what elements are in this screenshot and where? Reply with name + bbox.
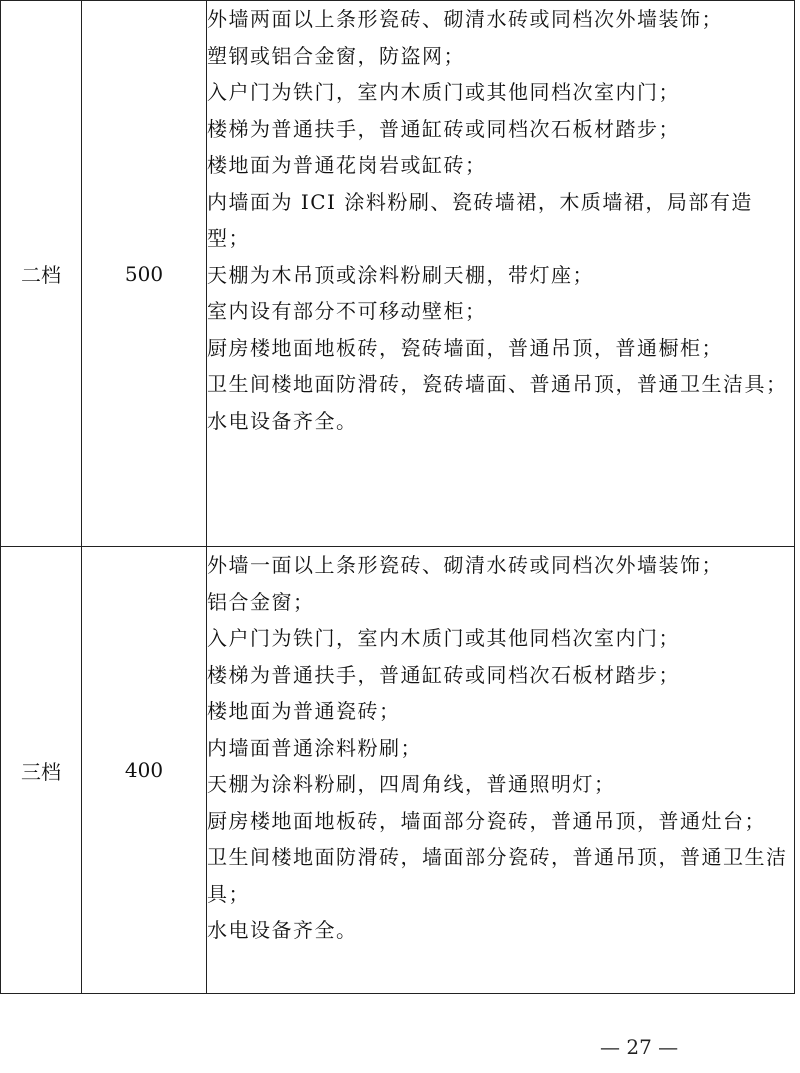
description-line: 水电设备齐全。 xyxy=(207,408,358,433)
description-line: 塑钢或铝合金窗，防盗网； xyxy=(207,43,465,68)
description-line: 天棚为木吊顶或涂料粉刷天棚，带灯座； xyxy=(207,262,594,287)
description-line: 入户门为铁门，室内木质门或其他同档次室内门； xyxy=(207,626,680,650)
description-line: 厨房楼地面地板砖，墙面部分瓷砖，普通吊顶，普通灶台； xyxy=(207,808,766,833)
description-line: 楼地面为普通花岗岩或缸砖； xyxy=(207,153,487,177)
grade-cell: 三档 xyxy=(1,547,82,994)
price-cell: 500 xyxy=(82,1,207,547)
table-row xyxy=(1,547,795,994)
description-line: 楼地面为普通瓷砖； xyxy=(207,699,401,723)
description-line: 厨房楼地面地板砖，瓷砖墙面，普通吊顶，普通橱柜； xyxy=(207,335,723,360)
description-line: 天棚为涂料粉刷，四周角线，普通照明灯； xyxy=(207,772,616,796)
description-cell xyxy=(207,547,795,994)
description-line: 入户门为铁门，室内木质门或其他同档次室内门； xyxy=(207,80,680,104)
description-line: 楼梯为普通扶手，普通缸砖或同档次石板材踏步； xyxy=(207,662,680,687)
description-line: 铝合金窗； xyxy=(207,589,315,614)
table-row xyxy=(1,1,795,547)
description-line: 室内设有部分不可移动壁柜； xyxy=(207,299,487,323)
description-line: 内墙面为 ICI 涂料粉刷、瓷砖墙裙，木质墙裙，局部有造型； xyxy=(207,189,753,250)
description-line: 外墙一面以上条形瓷砖、砌清水砖或同档次外墙装饰； xyxy=(207,553,723,577)
description-line: 卫生间楼地面防滑砖，墙面部分瓷砖，普通吊顶，普通卫生洁具； xyxy=(207,845,788,906)
description-line: 卫生间楼地面防滑砖，瓷砖墙面、普通吊顶，普通卫生洁具； xyxy=(207,372,788,396)
grade-cell: 二档 xyxy=(1,1,82,547)
description-cell xyxy=(207,1,795,547)
page-number: — 27 — xyxy=(600,1035,679,1059)
description-line: 外墙两面以上条形瓷砖、砌清水砖或同档次外墙装饰； xyxy=(207,7,723,31)
description-line: 楼梯为普通扶手，普通缸砖或同档次石板材踏步； xyxy=(207,116,680,141)
description-line: 水电设备齐全。 xyxy=(207,918,358,942)
description-line: 内墙面普通涂料粉刷； xyxy=(207,735,422,760)
price-cell: 400 xyxy=(82,547,207,994)
